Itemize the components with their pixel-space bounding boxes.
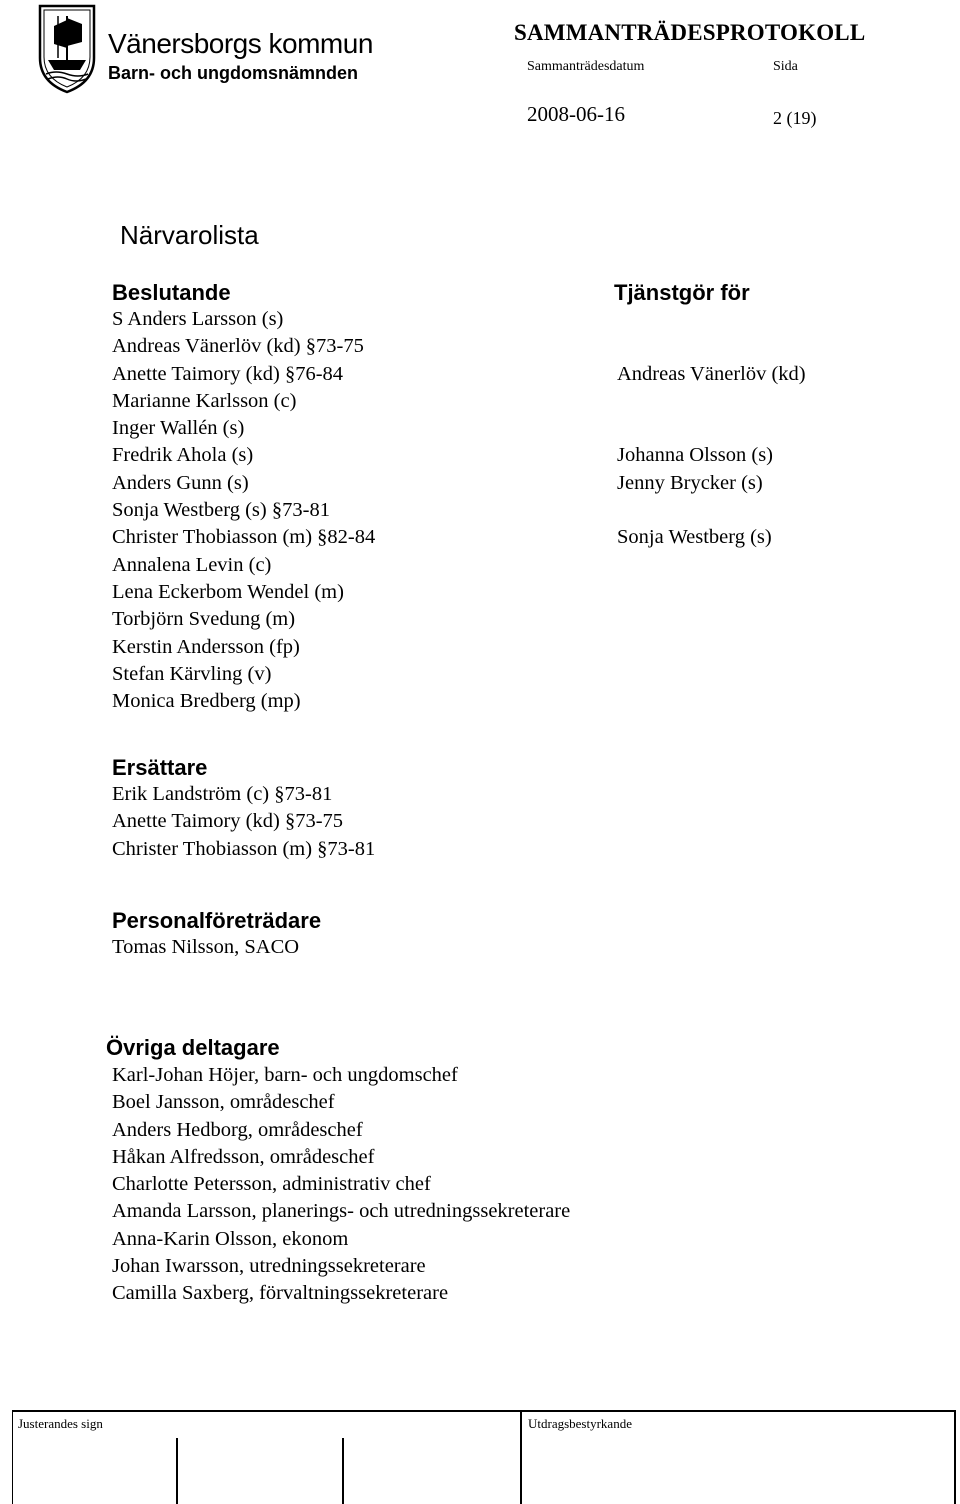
- list-item: [617, 333, 806, 360]
- footer-divider: [520, 1412, 522, 1504]
- list-item: Torbjörn Svedung (m): [112, 608, 296, 631]
- footer-divider: [12, 1412, 13, 1504]
- list-item: Fredrik Ahola (s): [112, 444, 254, 467]
- list-item: Stefan Kärvling (v): [112, 662, 272, 685]
- list-item: Anna-Karin Olsson, ekonom: [112, 1227, 349, 1250]
- beslutande-list: [112, 306, 375, 715]
- list-item: [617, 388, 806, 415]
- meeting-date: 2008-06-16: [527, 102, 625, 126]
- list-item: Anders Gunn (s): [112, 471, 249, 494]
- list-item: Christer Thobiasson (m) §73-81: [112, 837, 376, 860]
- organization-name: Vänersborgs kommun: [108, 28, 373, 59]
- section-heading-ovriga-deltagare: Övriga deltagare: [106, 1035, 280, 1060]
- utdragsbestyrkande-label: Utdragsbestyrkande: [528, 1416, 632, 1431]
- ersattare-list: [112, 781, 375, 863]
- justerandes-sign-label: Justerandes sign: [18, 1416, 103, 1431]
- list-item: Anette Taimory (kd) §73-75: [112, 810, 344, 833]
- tjanstgor-list: [617, 306, 806, 552]
- footer-divider: [176, 1438, 178, 1504]
- list-item: Tomas Nilsson, SACO: [112, 936, 300, 958]
- list-item: Inger Wallén (s): [112, 417, 245, 440]
- list-item: Johan Iwarsson, utredningssekreterare: [112, 1255, 426, 1278]
- list-item: Erik Landström (c) §73-81: [112, 783, 333, 805]
- section-heading-personalforetradare: Personalföreträdare: [112, 908, 322, 933]
- list-item: Kerstin Andersson (fp): [112, 635, 300, 658]
- page-label: Sida: [773, 59, 798, 74]
- organization-unit: Barn- och ungdomsnämnden: [108, 63, 359, 83]
- list-item: Marianne Karlsson (c): [112, 389, 297, 412]
- ovriga-deltagare-list: [112, 1062, 570, 1308]
- list-item: Monica Bredberg (mp): [112, 690, 301, 713]
- list-item: Camilla Saxberg, förvaltningssekreterare: [112, 1282, 449, 1305]
- document-type: SAMMANTRÄDESPROTOKOLL: [514, 20, 866, 45]
- list-item: Sonja Westberg (s) §73-81: [112, 499, 330, 522]
- list-item: Johanna Olsson (s): [617, 444, 774, 467]
- list-item: Andreas Vänerlöv (kd) §73-75: [112, 335, 364, 358]
- list-item: [617, 306, 806, 333]
- list-item: Boel Jansson, områdeschef: [112, 1091, 335, 1114]
- list-item: Christer Thobiasson (m) §82-84: [112, 526, 376, 549]
- list-item: Karl-Johan Höjer, barn- och ungdomschef: [112, 1064, 458, 1086]
- list-item: Håkan Alfredsson, områdeschef: [112, 1145, 375, 1168]
- footer-divider: [954, 1412, 956, 1504]
- list-item: Amanda Larsson, planerings- och utredningssekreterare: [112, 1200, 571, 1223]
- list-item: Sonja Westberg (s): [617, 526, 772, 549]
- footer-divider: [342, 1438, 344, 1504]
- list-item: Jenny Brycker (s): [617, 471, 763, 494]
- list-item: [617, 415, 806, 442]
- meeting-date-label: Sammanträdesdatum: [527, 59, 645, 74]
- section-heading-ersattare: Ersättare: [112, 755, 208, 780]
- list-item: [617, 497, 806, 524]
- list-item: Lena Eckerbom Wendel (m): [112, 580, 344, 603]
- list-item: Andreas Vänerlöv (kd): [617, 362, 806, 385]
- municipal-crest-ship-icon: [36, 2, 98, 94]
- list-item: Anders Hedborg, områdeschef: [112, 1118, 363, 1141]
- footer-top-rule: [12, 1410, 956, 1412]
- section-heading-tjanstgor: Tjänstgör för: [614, 280, 750, 305]
- section-heading-beslutande: Beslutande: [112, 280, 231, 305]
- page-title: Närvarolista: [120, 220, 259, 250]
- list-item: S Anders Larsson (s): [112, 308, 284, 330]
- list-item: Annalena Levin (c): [112, 553, 272, 576]
- personalforetradare-list: [112, 934, 299, 961]
- page-number: 2 (19): [773, 108, 817, 128]
- list-item: Anette Taimory (kd) §76-84: [112, 362, 344, 385]
- list-item: Charlotte Petersson, administrativ chef: [112, 1173, 431, 1196]
